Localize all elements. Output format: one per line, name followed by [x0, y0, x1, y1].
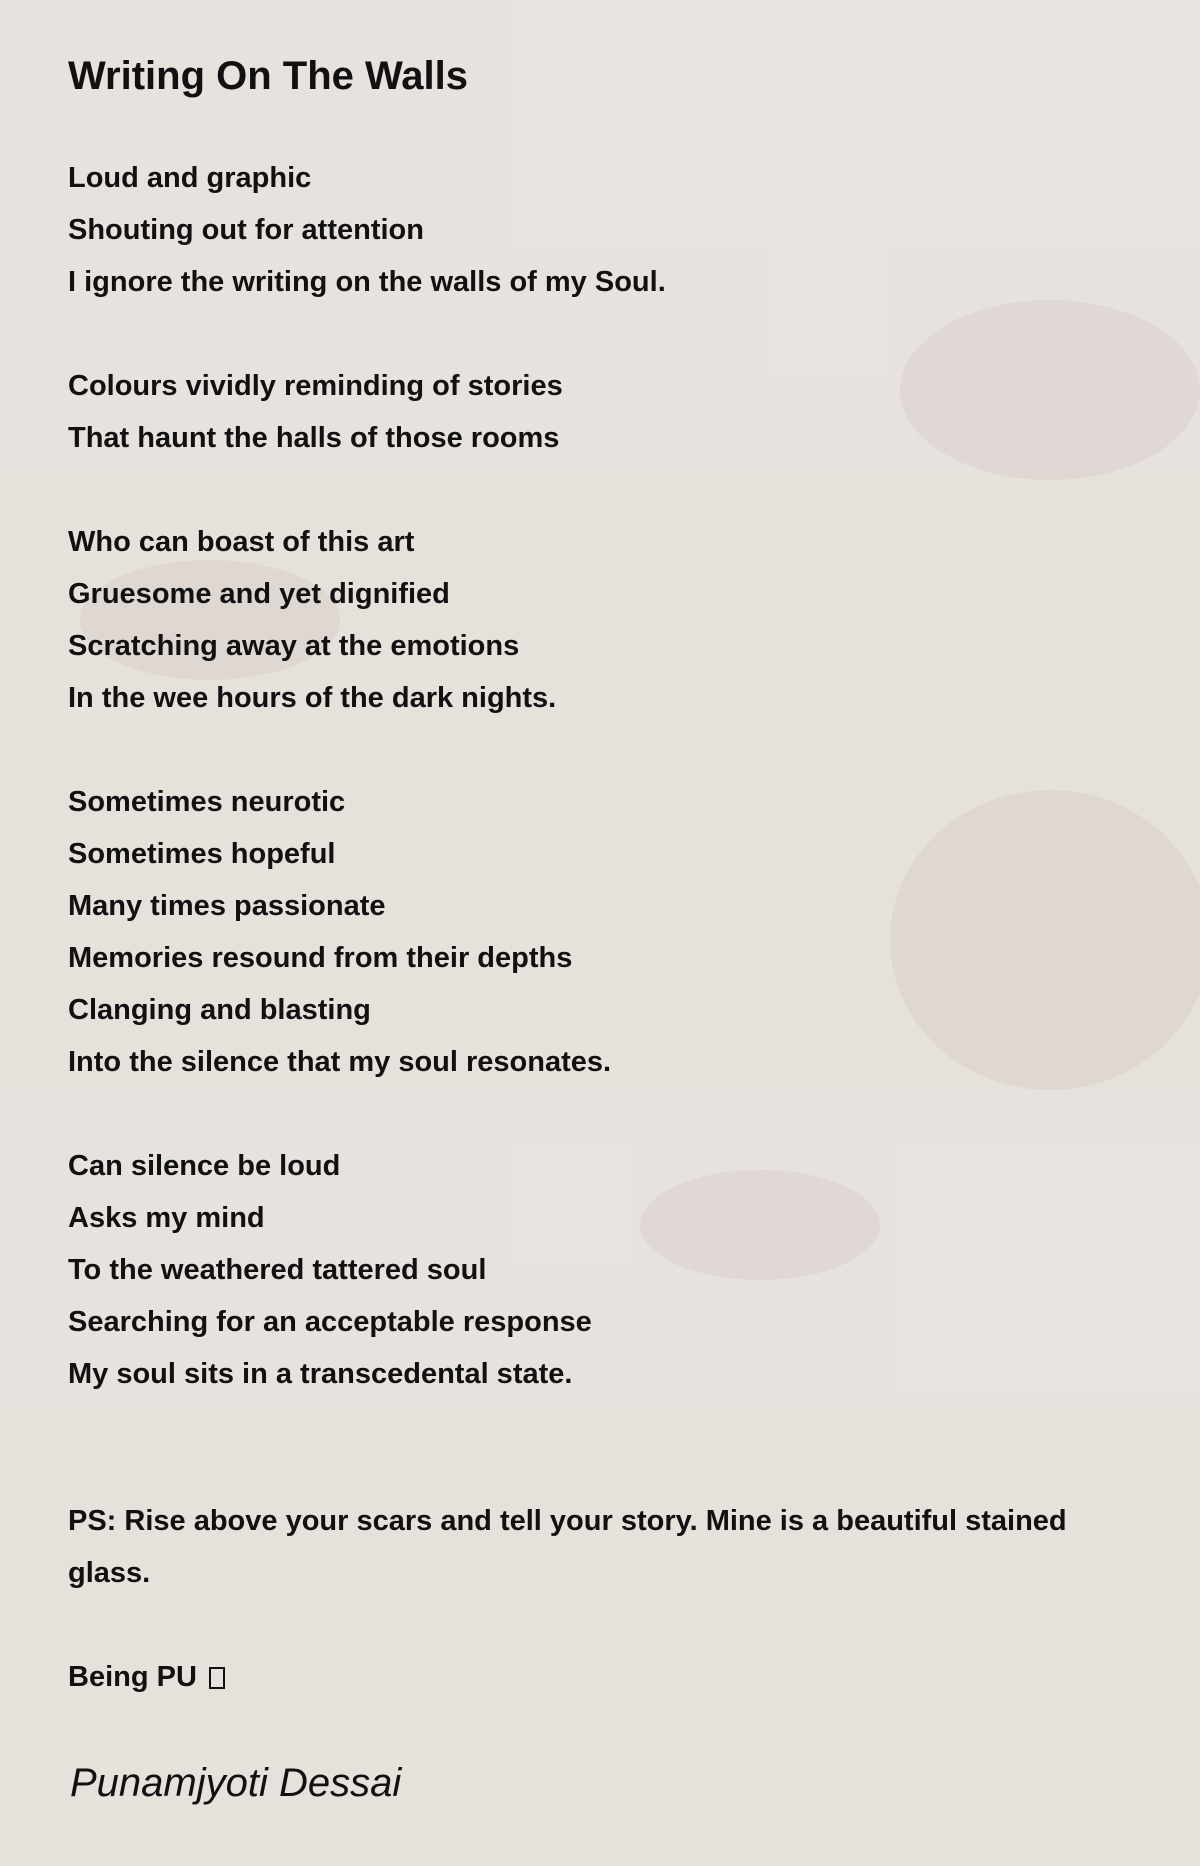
- poem-line: My soul sits in a transcedental state.: [68, 1358, 573, 1390]
- signoff-text: Being PU: [68, 1661, 197, 1693]
- author-name: Punamjyoti Dessai: [70, 1761, 402, 1805]
- poem-line: Memories resound from their depths: [68, 942, 573, 974]
- poem-line: I ignore the writing on the walls of my Soul.: [68, 266, 666, 298]
- poem-line: Scratching away at the emotions: [68, 630, 520, 662]
- missing-glyph-icon: [209, 1667, 225, 1689]
- poem-line: Many times passionate: [68, 890, 386, 922]
- stanza: [68, 152, 1080, 308]
- poem-line: Loud and graphic: [68, 162, 312, 194]
- poem-line: Sometimes hopeful: [68, 838, 336, 870]
- stanza: [68, 516, 1080, 724]
- poem-line: Searching for an acceptable response: [68, 1306, 592, 1338]
- poem-line: Asks my mind: [68, 1202, 265, 1234]
- poem-line: Clanging and blasting: [68, 994, 371, 1026]
- poem-line: Shouting out for attention: [68, 214, 424, 246]
- poem-line: Into the silence that my soul resonates.: [68, 1046, 612, 1078]
- poem-line: Who can boast of this art: [68, 526, 415, 558]
- stanza: [68, 776, 1080, 1088]
- poem-line: In the wee hours of the dark nights.: [68, 682, 557, 714]
- poem-line: Sometimes neurotic: [68, 786, 346, 818]
- poem-title: Writing On The Walls: [68, 54, 468, 98]
- poem-line: To the weathered tattered soul: [68, 1254, 487, 1286]
- postscript: PS: Rise above your scars and tell your story. Mine is a beautiful stained glass.: [68, 1505, 1067, 1589]
- stanza: [68, 1140, 1080, 1400]
- poem-line: That haunt the halls of those rooms: [68, 422, 560, 454]
- signoff: [68, 1651, 1080, 1703]
- poem-line: Can silence be loud: [68, 1150, 341, 1182]
- stanza: [68, 360, 1080, 464]
- poem-line: Gruesome and yet dignified: [68, 578, 450, 610]
- poem-line: Colours vividly reminding of stories: [68, 370, 563, 402]
